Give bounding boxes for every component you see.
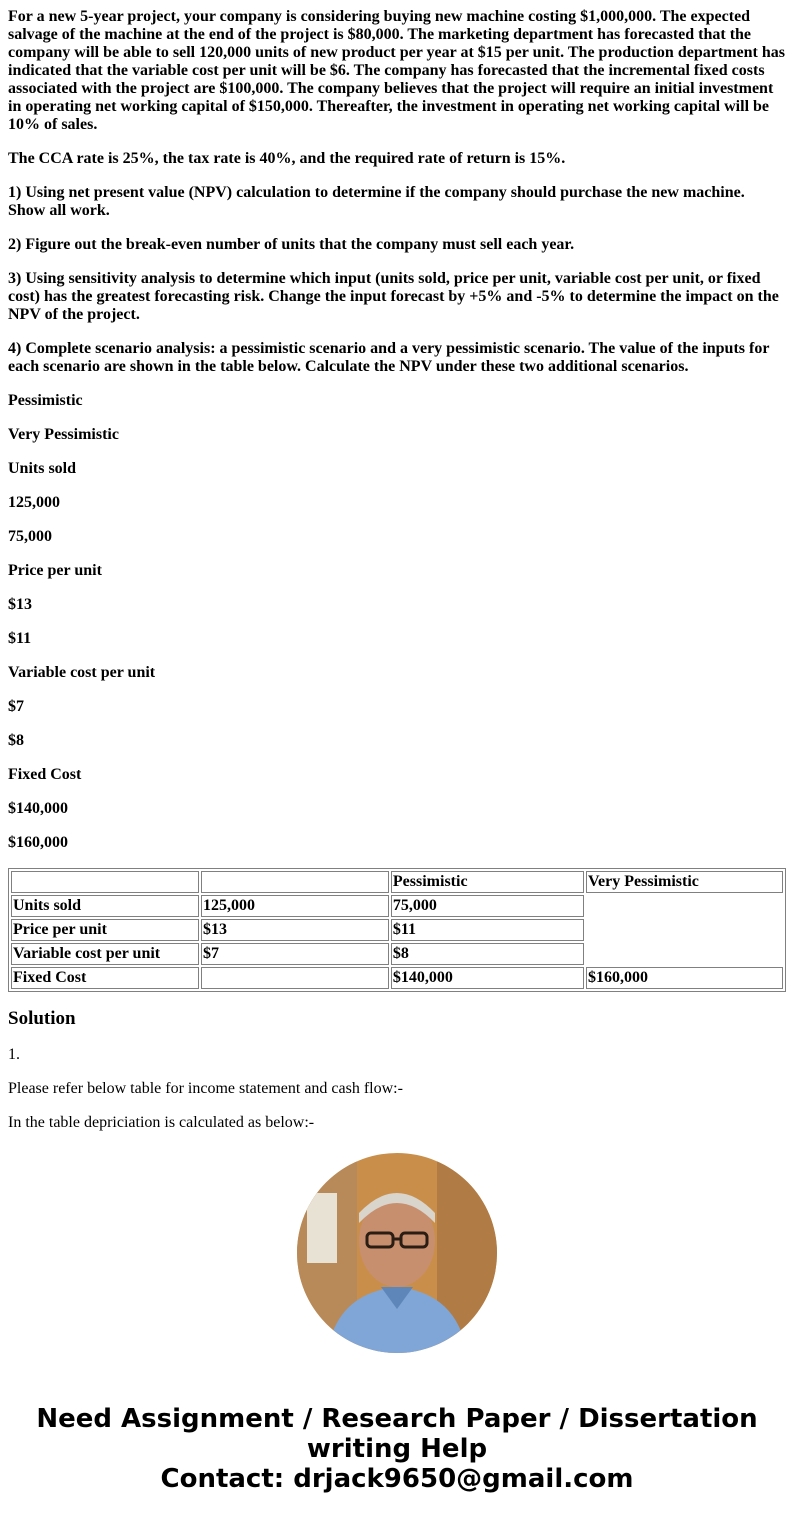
author-avatar [297, 1153, 497, 1353]
list-item: Price per unit [8, 562, 102, 579]
promo-banner [0, 1404, 794, 1494]
solution-step: 1. [8, 1046, 20, 1063]
table-cell: Price per unit [11, 919, 199, 941]
table-cell: $7 [201, 943, 389, 965]
question-intro: For a new 5-year project, your company is considering buying new machine costing $1,000,000. The expected salvage of the machine at the end of the project is $80,000. The marketing department has forecasted that the company will be able to sell 120,000 units of new product per year at $15 per unit. The production department has indicated that the variable cost per unit will be $6. The company has forecasted that the incremental fixed costs associated with the project are $100,000. The company believes that the project will require an initial investment in operating net working capital of $150,000. Thereafter, the investment in operating net working capital will be 10% of sales. [8, 8, 785, 133]
table-cell: $8 [391, 943, 584, 965]
question-4: 4) Complete scenario analysis: a pessimistic scenario and a very pessimistic scenario. The value of the inputs for each scenario are shown in the table below. Calculate the NPV under these two additional scenarios. [8, 340, 770, 375]
list-item: 125,000 [8, 494, 60, 511]
table-cell-empty [586, 895, 783, 965]
table-cell: Variable cost per unit [11, 943, 199, 965]
list-item: $8 [8, 732, 24, 749]
question-rates: The CCA rate is 25%, the tax rate is 40%, and the required rate of return is 15%. [8, 150, 566, 167]
list-item: 75,000 [8, 528, 52, 545]
list-item: Pessimistic [8, 392, 83, 409]
table-row [11, 871, 783, 893]
table-cell: $140,000 [391, 967, 584, 989]
promo-contact: Contact: drjack9650@gmail.com [160, 1464, 634, 1494]
question-1: 1) Using net present value (NPV) calculation to determine if the company should purchase the new machine. Show all work. [8, 184, 745, 219]
list-item: Very Pessimistic [8, 426, 119, 443]
list-item: $160,000 [8, 834, 68, 851]
question-3: 3) Using sensitivity analysis to determine which input (units sold, price per unit, variable cost per unit, or fixed cost) has the greatest forecasting risk. Change the input forecast by +5% and -5% to determine the impact on the NPV of the project. [8, 270, 779, 323]
table-cell: 125,000 [201, 895, 389, 917]
list-item: $11 [8, 630, 32, 647]
table-cell [201, 967, 389, 989]
table-cell: 75,000 [391, 895, 584, 917]
table-cell: Fixed Cost [11, 967, 199, 989]
portrait-image [297, 1153, 497, 1353]
table-cell [11, 871, 199, 893]
document-body [8, 8, 786, 1148]
solution-body [8, 1046, 786, 1132]
list-item: Fixed Cost [8, 766, 82, 783]
table-cell: $13 [201, 919, 389, 941]
question-2: 2) Figure out the break-even number of units that the company must sell each year. [8, 236, 575, 253]
table-cell: $160,000 [586, 967, 783, 989]
table-row [11, 895, 783, 917]
table-cell: Units sold [11, 895, 199, 917]
list-item: Variable cost per unit [8, 664, 156, 681]
list-item: $13 [8, 596, 32, 613]
table-row [11, 967, 783, 989]
solution-line: In the table depriciation is calculated as below:- [8, 1114, 315, 1131]
table-cell [201, 871, 389, 893]
promo-line: writing Help [306, 1434, 488, 1464]
table-cell: $11 [391, 919, 584, 941]
scenario-table [8, 868, 786, 992]
table-cell: Pessimistic [391, 871, 584, 893]
list-item: $140,000 [8, 800, 68, 817]
question-block [8, 8, 786, 852]
table-cell: Very Pessimistic [586, 871, 783, 893]
solution-line: Please refer below table for income statement and cash flow:- [8, 1080, 403, 1097]
list-item: Units sold [8, 460, 77, 477]
list-item: $7 [8, 698, 24, 715]
solution-heading: Solution [8, 1008, 76, 1029]
promo-line: Need Assignment / Research Paper / Dissertation [36, 1404, 758, 1434]
